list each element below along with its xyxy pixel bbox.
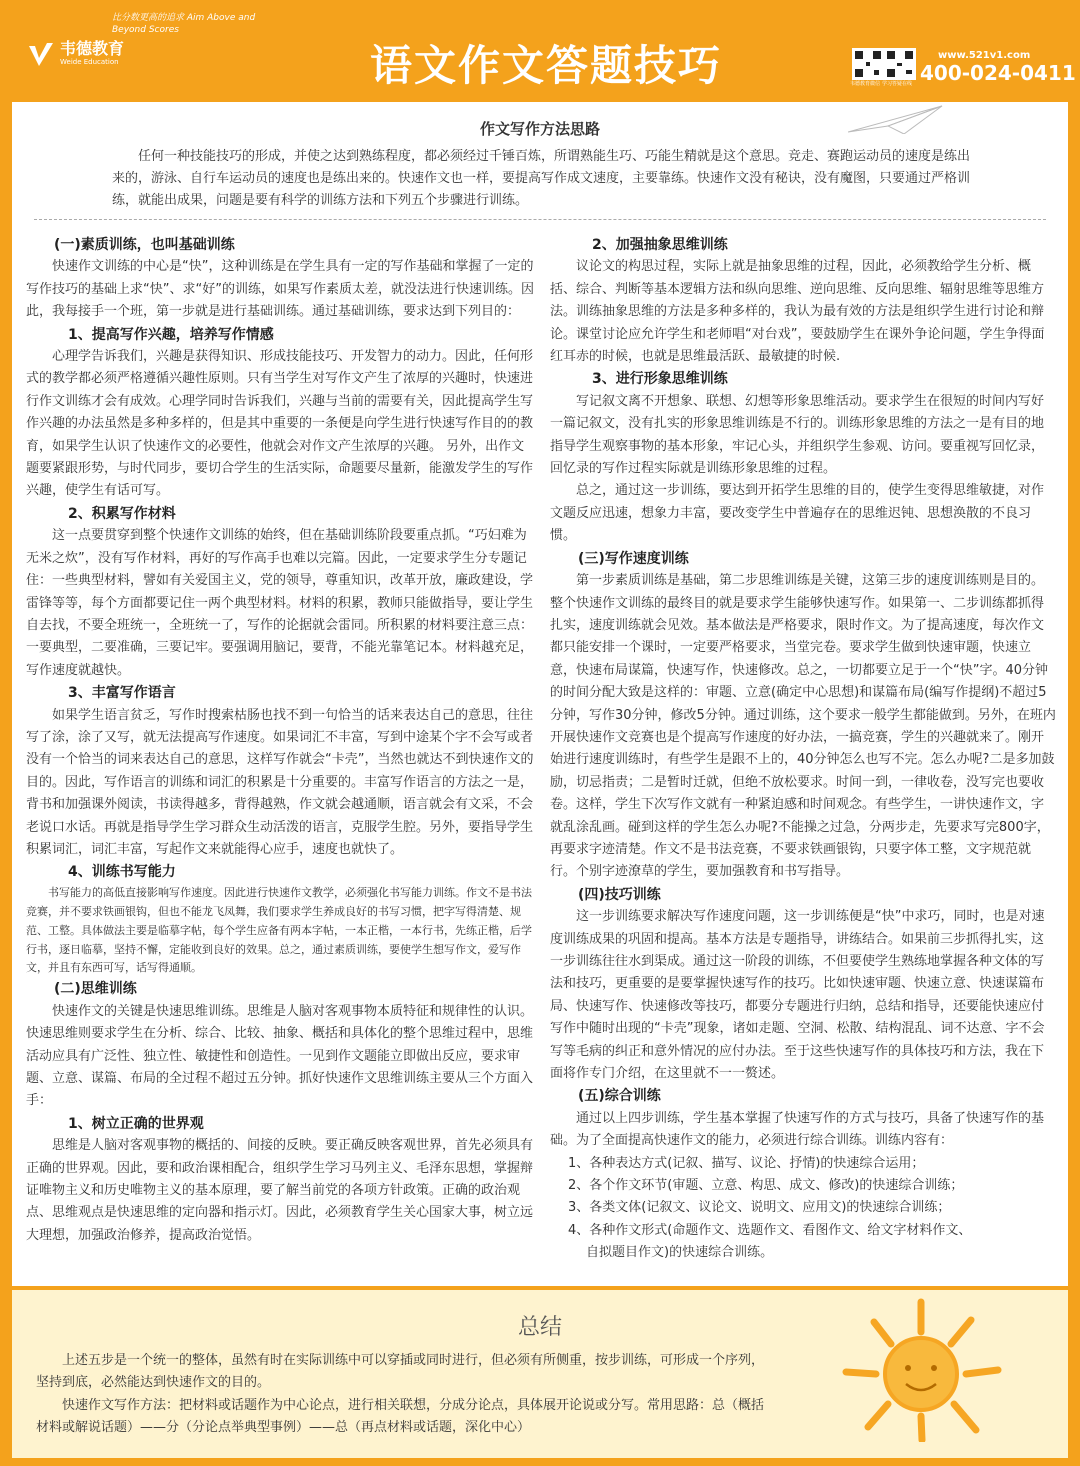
list-item: 2、各个作文环节(审题、立意、构思、成文、修改)的快速综合训练； bbox=[568, 1178, 964, 1194]
paragraph: 总之，通过这一步训练，要达到开拓学生思维的目的，使学生变得思维敏捷，对作文题反应迅速，想象力丰富，要改变学生中普遍存在的思维迟钝、思想涣散的不良习惯。 bbox=[550, 483, 1045, 544]
qr-caption: 韦德教育微信 bbox=[850, 81, 881, 87]
subsection-heading: 1、树立正确的世界观 bbox=[68, 1115, 204, 1132]
paragraph: 快速作文写作方法：把材料或话题作为中心论点，进行相关联想，分成分论点，具体展开论说或分写。常用思路：总（概括材料或解说话题）——分（分论点举典型事例）——总（再点材料或话题，深化中心） bbox=[36, 1397, 765, 1436]
divider bbox=[34, 219, 1046, 220]
qr-code-icon[interactable] bbox=[852, 48, 884, 80]
summary-text bbox=[36, 1350, 776, 1440]
summary-title: 总结 bbox=[517, 1315, 562, 1340]
list-item: 4、各种作文形式(命题作文、选题作文、看图作文、给文字材料作文、 bbox=[568, 1222, 972, 1238]
section-heading: (二)思维训练 bbox=[54, 981, 137, 998]
subsection-heading: 2、积累写作材料 bbox=[68, 505, 176, 522]
paragraph: 议论文的构思过程，实际上就是抽象思维的过程，因此，必须教给学生分析、概括、综合、判断等基本逻辑方法和纵向思维、逆向思维、反向思维、辐射思维等思维方法。训练抽象思维的方法是多种多样的，我认为最有效的方法是组织学生进行讨论和辩论。课堂讨论应允许学生和老师唱“对台戏”，要鼓励学生在课外争论问题，学生争得面红耳赤的时候，也就是思维最活跃、最敏捷的时候. bbox=[550, 259, 1045, 365]
brand-slogan: 比分数更高的追求 Aim Above and Beyond Scores bbox=[112, 13, 256, 35]
section-heading: (三)写作速度训练 bbox=[578, 550, 689, 567]
header bbox=[0, 0, 1080, 100]
subsection-heading: 2、加强抽象思维训练 bbox=[592, 237, 728, 253]
paragraph: 思维是人脑对客观事物的概括的、间接的反映。要正确反映客观世界，首先必须具有正确的世界观。因此，要和政治课相配合，组织学生学习马列主义、毛泽东思想，掌握辩证唯物主义和历史唯物主义的基本原理，要了解当前党的各项方针政策。正确的政治观点、思维观点是快速思维的定向器和指示灯。因此，必须教育学生关心国家大事，树立远大理想，加强政治修养，提高政治觉悟。 bbox=[26, 1138, 534, 1243]
page-title: 语文作文答题技巧 bbox=[370, 41, 723, 90]
brand-name: 韦德教育 bbox=[60, 39, 125, 58]
subsection-heading: 3、丰富写作语言 bbox=[68, 685, 176, 702]
paragraph: 写记叙文离不开想象、联想、幻想等形象思维活动。要求学生在很短的时间内写好一篇记叙文，没有扎实的形象思维训练是不行的。训练形象思维的方法之一是有目的地指导学生观察事物的基本形象，牢记心头，并组织学生参观、访问。要重视写回忆录，回忆录的写作过程实际就是训练形象思维的过程。 bbox=[550, 393, 1045, 477]
section-heading: (五)综合训练 bbox=[578, 1088, 661, 1105]
paragraph: 快速作文训练的中心是“快”，这种训练是在学生具有一定的写作基础和掌握了一定的写作技巧的基础上求“快”、求“好”的训练，如果写作素质太差，就没法进行快速训练。因此，我每接手一个班，第一步就是进行基础训练。通过基础训练，要求达到下列目的： bbox=[26, 259, 534, 320]
paragraph: 快速作文的关键是快速思维训练。思维是人脑对客观事物本质特征和规律性的认识。快速思维则要求学生在分析、综合、比较、抽象、概括和具体化的整个思维过程中，思维活动应具有广泛性、独立性、敏捷性和创造性。一见到作文题能立即做出反应，要求审题、立意、谋篇、布局的全过程不超过五分钟。抓好快速作文思维训练主要从三个方面入手： bbox=[26, 1003, 534, 1109]
brand-name-en: Weide Education bbox=[60, 58, 119, 66]
paragraph: 上述五步是一个统一的整体，虽然有时在实际训练中可以穿插或同时进行，但必须有所侧重，按步训练，可形成一个序列，坚持到底，必然能达到快速作文的目的。 bbox=[36, 1353, 765, 1391]
list-item-continuation: 自拟题目作文)的快速综合训练。 bbox=[586, 1245, 774, 1261]
paragraph: 书写能力的高低直接影响写作速度。因此进行快速作文教学，必须强化书写能力训练。作文不是书法竞赛，并不要求铁画银钩，但也不能龙飞凤舞，我们要求学生养成良好的书写习惯，把字写得清楚、规范、工整。具体做法主要是临摹字帖，每个学生应备有两本字帖，一本正楷，一本行书，先练正楷，后学行书，逐日临摹，坚持不懈，定能收到良好的效果。总之，通过素质训练，要使学生想写作文，爱写作文，并且有东西可写，话写得通顺。 bbox=[26, 885, 532, 975]
subsection-heading: 3、进行形象思维训练 bbox=[592, 371, 728, 388]
paragraph: 通过以上四步训练，学生基本掌握了快速写作的方式与技巧，具备了快速写作的基础。为了全面提高快速作文的能力，必须进行综合训练。训练内容有： bbox=[550, 1110, 1045, 1149]
brand-logo[interactable] bbox=[26, 40, 124, 70]
list-item: 1、各种表达方式(记叙、描写、议论、抒情)的快速综合运用； bbox=[568, 1155, 925, 1171]
left-column bbox=[26, 234, 534, 1247]
section-heading: (一)素质训练，也叫基础训练 bbox=[54, 237, 235, 253]
subsection-heading: 4、训练书写能力 bbox=[68, 864, 176, 881]
qr-code-icon[interactable] bbox=[884, 48, 916, 80]
paragraph: 心理学告诉我们，兴趣是获得知识、形成技能技巧、开发智力的动力。因此，任何形式的教学都必须严格遵循兴趣性原则。只有当学生对写作文产生了浓厚的兴趣时，快速进行作文训练才会有成效。心理学同时告诉我们，兴趣与当前的需要有关，因此提高学生写作兴趣的办法虽然是多种多样的，但是其中重要的一条便是向学生进行快速写作目的的教育，如果学生认识了快速作文的必要性，他就会对作文产生浓厚的兴趣。 另外，出作文题要紧跟形势，与时代同步，要切合学生的生活实际，命题要尽量新，能激发学生的写作兴趣，使学生有话可写。 bbox=[26, 349, 534, 499]
paragraph: 这一步训练要求解决写作速度问题，这一步训练便是“快”中求巧，同时，也是对速度训练成果的巩固和提高。基本方法是专题指导，讲练结合。如果前三步抓得扎实，这一步训练往往水到渠成。通过这一阶段的训练，不但要使学生熟练地掌握各种文体的写法和技巧，更重要的是要掌握快速写作的技巧。比如快速审题、快速立意、快速谋篇布局、快速写作、快速修改等技巧，都要分专题进行归纳，总结和指导，还要能快速应付写作中随时出现的“卡壳”现象，诸如走题、空洞、松散、结构混乱、词不达意、字不会写等毛病的纠正和意外情况的应付办法。至于这些快速写作的具体技巧和方法，我在下面将作专门介绍，在这里就不一一赘述。 bbox=[550, 909, 1045, 1082]
phone-number[interactable]: 400-024-0411 bbox=[920, 61, 1076, 85]
subsection-heading: 1、提高写作兴趣，培养写作情感 bbox=[68, 326, 274, 343]
paragraph: 如果学生语言贫乏，写作时搜索枯肠也找不到一句恰当的话来表达自己的意思，往往写了涂，涂了又写，就无法提高写作速度。如果词汇不丰富，写到中途某个字不会写或者没有一个恰当的词来表达自己的意思，这样写作就会“卡壳”，当然也就达不到快速作文的目的。因此，写作语言的训练和词汇的积累是十分重要的。丰富写作语言的方法之一是，背书和加强课外阅读，书读得越多，背得越熟，作文就会越通顺，语言就会有文采，不会老说口水话。再就是指导学生学习群众生动活泼的语言，克服学生腔。另外，要指导学生积累词汇，词汇丰富，写起作文来就能得心应手，速度也就快了。 bbox=[26, 707, 534, 857]
list-item: 3、各类文体(记叙文、议论文、说明文、应用文)的快速综合训练； bbox=[568, 1200, 951, 1216]
right-column bbox=[550, 234, 1056, 1265]
paragraph: 第一步素质训练是基础，第二步思维训练是关键，这第三步的速度训练则是目的。整个快速作文训练的最终目的就是要求学生能够快速写作。如果第一、二步训练都抓得扎实，速度训练就会见效。基本做法是严格要求，限时作文。为了提高速度，每次作文都只能安排一个课时，一定要严格要求，当堂完卷。要求学生做到快速审题，快速立意，快速布局谋篇，快速写作，快速修改。总之，一切都要立足于一个“快”字。40分钟的时间分配大致是这样的：审题、立意(确定中心思想)和谋篇布局(编写作提纲)不超过5分钟，写作30分钟，修改5分钟。通过训练，这个要求一般学生都能做到。另外，在班内开展快速作文竞赛也是个提高写作速度的好办法，一搞竞赛，学生的兴趣就来了。刚开始进行速度训练时，有些学生是跟不上的，40分钟怎么也写不完。怎么办呢?二是多加鼓励，切忌指责；二是暂时迁就，但绝不放松要求。时间一到，一律收卷，没写完也要收卷。这样，学生下次写作文就有一种紧迫感和时间观念。有些学生，一讲快速作文，字就乱涂乱画。碰到这样的学生怎么办呢?不能操之过急，分两步走，先要求写完800字，再要求字迹清楚。作文不是书法竞赛，不要求铁画银钩，只要字体工整，文字规范就行。个别字迹潦草的学生，要加强教育和书写指导。 bbox=[550, 573, 1056, 880]
website-link[interactable]: www.521v1.com bbox=[938, 50, 1031, 61]
intro-text: 任何一种技能技巧的形成，并使之达到熟练程度，都必须经过千锤百炼，所谓熟能生巧、巧能生精就是这个意思。竞走、赛跑运动员的速度是练出来的，游泳、自行车运动员的速度也是练出来的。快速作文也一样，要提高写作成文速度，主要靠练。快速作文没有秘诀，没有魔图，只要通过严格训练，就能出成果，问题是要有科学的训练方法和下列五个步骤进行训练。 bbox=[112, 149, 971, 208]
qr-caption: 学习答疑在线 bbox=[882, 81, 913, 87]
paragraph: 这一点要贯穿到整个快速作文训练的始终，但在基础训练阶段要重点抓。“巧妇难为无米之炊”，没有写作材料，再好的写作高手也难以完篇。因此，一定要求学生分专题记住：一些典型材料，譬如有关爱国主义，党的领导，尊重知识，改革开放，廉政建设，学雷锋等等，每个方面都要记住一两个典型材料。材料的积累，教师只能做指导，要让学生自去找，不要全班统一，全班统一了，写作的论据就会雷同。所积累的材料要注意三点：一要典型，二要准确，三要记牢。要强调用脑记，要背，不能光靠笔记本。材料越充足，写作速度就越快。 bbox=[26, 528, 534, 678]
intro-title: 作文写作方法思路 bbox=[479, 120, 600, 138]
section-heading: (四)技巧训练 bbox=[578, 886, 661, 903]
logo-v-icon bbox=[26, 40, 56, 70]
